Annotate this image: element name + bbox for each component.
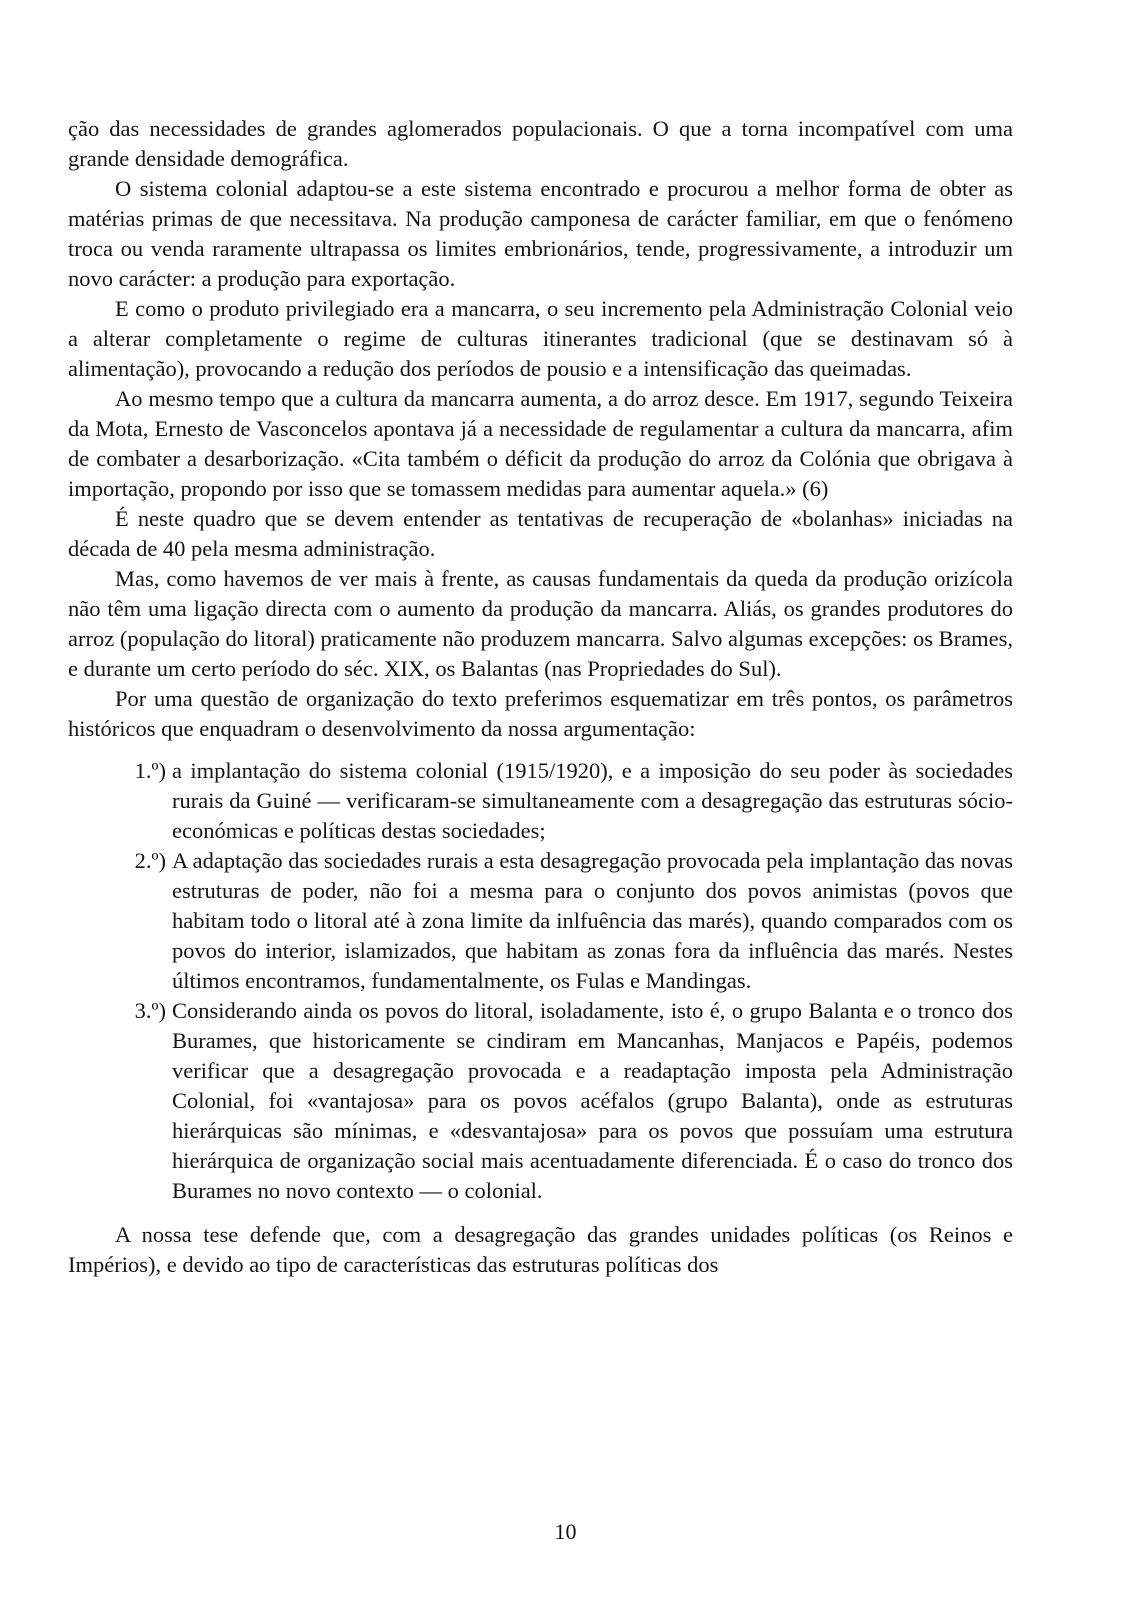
list-item-text: a implantação do sistema colonial (1915/1920), e a imposição do seu poder às sociedades rurais da Guiné — verificaram-se simultaneamente com a desagregação das estruturas sócio-económicas e políticas destas sociedades; bbox=[172, 758, 1013, 843]
list-item-text: A adaptação das sociedades rurais a esta desagregação provocada pela implantação das novas estruturas de poder, não foi a mesma para o conjunto dos povos animistas (povos que habitam todo o litoral até à zona limite da inlfuência das marés), quando comparados com os povos do interior, islamizados, que habitam as zonas fora da influência das marés. Nestes últimos encontramos, fundamentalmente, os Fulas e Mandingas. bbox=[172, 848, 1013, 993]
document-page bbox=[68, 114, 1013, 1280]
paragraph: Por uma questão de organização do texto preferimos esquematizar em três pontos, os parâmetros históricos que enquadram o desenvolvimento da nossa argumentação: bbox=[68, 686, 1013, 741]
list-item bbox=[68, 996, 1013, 1206]
page-number: 10 bbox=[554, 1519, 577, 1544]
paragraph: O sistema colonial adaptou-se a este sistema encontrado e procurou a melhor forma de obter as matérias primas de que necessitava. Na produção camponesa de carácter familiar, em que o fenómeno troca ou venda raramente ultrapassa os limites embrionários, tende, progressivamente, a introduzir um novo carácter: a produção para exportação. bbox=[68, 176, 1013, 291]
list-item-text: Considerando ainda os povos do litoral, isoladamente, isto é, o grupo Balanta e o tronco dos Burames, que historicamente se cindiram em Mancanhas, Manjacos e Papéis, podemos verificar que a desagregação provocada e a readaptação imposta pela Administração Colonial, foi «vantajosa» para os povos acéfalos (grupo Balanta), onde as estruturas hierárquicas são mínimas, e «desvantajosa» para os povos que possuíam uma estrutura hierárquica de organização social mais acentuadamente diferenciada. É o caso do tronco dos Burames no novo contexto — o colonial. bbox=[172, 998, 1013, 1203]
list-item bbox=[68, 756, 1013, 846]
paragraph: Ao mesmo tempo que a cultura da mancarra aumenta, a do arroz desce. Em 1917, segundo Teixeira da Mota, Ernesto de Vasconcelos apontava já a necessidade de regulamentar a cultura da mancarra, afim de combater a desarborização. «Cita também o déficit da produção do arroz da Colónia que obrigava à importação, propondo por isso que se tomassem medidas para aumentar aquela.» (6) bbox=[68, 386, 1013, 501]
list-item-number: 1.º) bbox=[134, 758, 166, 783]
paragraph: Mas, como havemos de ver mais à frente, as causas fundamentais da queda da produção orizícola não têm uma ligação directa com o aumento da produção da mancarra. Aliás, os grandes produtores do arroz (população do litoral) praticamente não produzem mancarra. Salvo algumas excepções: os Brames, e durante um certo período do séc. XIX, os Balantas (nas Propriedades do Sul). bbox=[68, 566, 1013, 681]
list-item-number: 2.º) bbox=[134, 848, 166, 873]
list-item-number: 3.º) bbox=[134, 998, 166, 1023]
numbered-list bbox=[68, 756, 1013, 1206]
paragraph: ção das necessidades de grandes aglomerados populacionais. O que a torna incompatível com uma grande densidade demográfica. bbox=[68, 116, 1013, 171]
paragraph: E como o produto privilegiado era a mancarra, o seu incremento pela Administração Colonial veio a alterar completamente o regime de culturas itinerantes tradicional (que se destinavam só à alimentação), provocando a redução dos períodos de pousio e a intensificação das queimadas. bbox=[68, 296, 1013, 381]
paragraph: A nossa tese defende que, com a desagregação das grandes unidades políticas (os Reinos e Impérios), e devido ao tipo de características das estruturas políticas dos bbox=[68, 1222, 1013, 1277]
list-item bbox=[68, 846, 1013, 996]
paragraph: É neste quadro que se devem entender as tentativas de recuperação de «bolanhas» iniciadas na década de 40 pela mesma administração. bbox=[68, 506, 1013, 561]
